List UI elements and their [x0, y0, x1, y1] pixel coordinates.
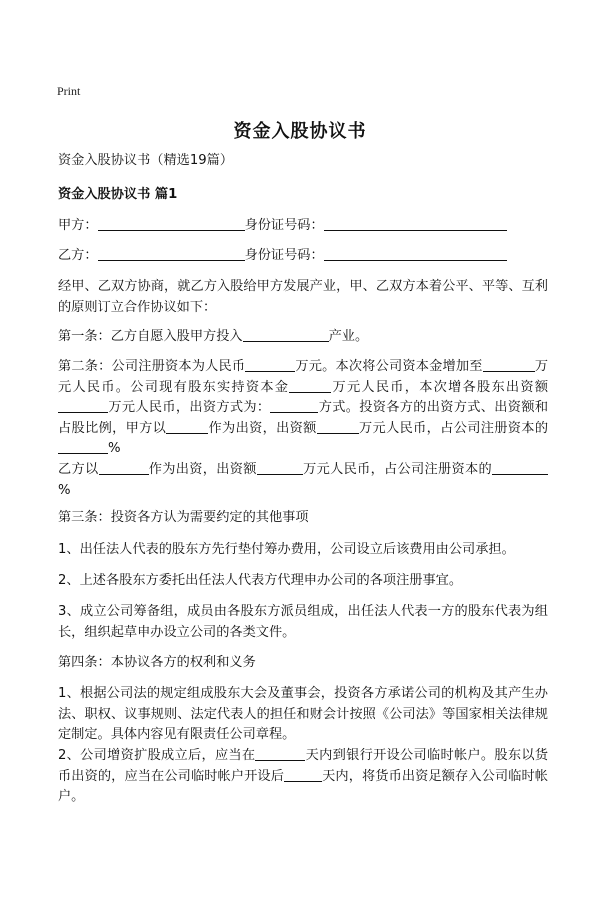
article-2-text: 第二条：公司注册资本为人民币 — [58, 359, 246, 374]
article-2b-text: % — [58, 482, 71, 498]
article-2-blank-6 — [166, 419, 208, 434]
document-title: 资金入股协议书 — [233, 121, 367, 142]
party-a-row — [58, 216, 507, 236]
article-2-text: 万元人民币，本次增各股东出资额 — [331, 379, 549, 395]
article-2-text: 万元人民币。公司现有股东实持资本金 — [58, 359, 549, 395]
document-subtitle: 资金入股协议书（精选19篇） — [58, 153, 234, 168]
article-4-item-2-text: 天内，将货币出资足额存入公司临时帐户。 — [58, 768, 548, 804]
article-2-text: 万元人民币，占公司注册资本的 — [358, 420, 549, 436]
article-4-item-2-text: 天内到银行开设公司临时帐户。股东以货币出资的，应当在公司临时帐户开设后 — [58, 748, 549, 784]
article-2b-blank-3 — [492, 460, 548, 475]
article-3-heading: 第三条：投资各方认为需要约定的其他事项 — [58, 510, 309, 525]
article-2-party-b — [58, 460, 548, 501]
article-2-blank-8 — [58, 439, 108, 454]
article-2-text: 作为出资，出资额 — [208, 420, 317, 436]
article-2 — [58, 357, 548, 460]
article-2-blank-1 — [245, 357, 295, 372]
article-2-text: 万元。本次将公司资本金增加至 — [295, 359, 483, 374]
article-1-suffix: 产业。 — [328, 329, 369, 344]
article-4-item-1: 1、根据公司法的规定组成股东大会及董事会，投资各方承诺公司的机构及其产生办法、职权、议事规则、法定代表人的担任和财会计按照《公司法》等国家相关法律规定制定。具体内容见有限责任公司章程。 — [58, 686, 548, 742]
article-1 — [58, 327, 368, 347]
party-a-blank — [98, 216, 245, 231]
intro-paragraph: 经甲、乙双方协商，就乙方入股给甲方发展产业，甲、乙双方本着公平、平等、互利的原则订立合作协议如下： — [58, 279, 548, 315]
party-b-id-label: 身份证号码： — [244, 248, 324, 263]
article-2-blank-3 — [289, 378, 331, 393]
article-2-blank-7 — [317, 419, 359, 434]
section-heading: 资金入股协议书 篇1 — [58, 187, 178, 202]
article-2-text: 万元人民币，出资方式为： — [108, 400, 271, 415]
article-3-item-2: 2、上述各股东方委托出任法人代表方代理申办公司的各项注册事宜。 — [58, 573, 463, 588]
article-2-blank-5 — [270, 398, 318, 413]
party-b-blank — [98, 246, 245, 261]
print-label: Print — [57, 84, 81, 98]
article-2b-text: 作为出资，出资额 — [148, 462, 257, 477]
party-b-row — [58, 246, 507, 266]
party-b-label: 乙方： — [58, 248, 98, 263]
article-2-blank-2 — [483, 357, 535, 372]
party-a-id-label: 身份证号码： — [244, 218, 324, 233]
article-1-text: 第一条：乙方自愿入股甲方投入 — [58, 329, 243, 344]
party-a-label: 甲方： — [58, 218, 98, 233]
article-4-item-2-blank-1 — [255, 746, 305, 761]
article-3-item-1: 1、出任法人代表的股东方先行垫付筹办费用，公司设立后该费用由公司承担。 — [58, 542, 515, 557]
article-2b-text: 乙方以 — [58, 462, 99, 477]
party-a-id-blank — [324, 216, 507, 231]
article-2b-blank-1 — [99, 460, 149, 475]
article-4-item-2-blank-2 — [284, 767, 322, 782]
article-2b-text: 万元人民币，占公司注册资本的 — [302, 462, 493, 477]
article-2b-blank-2 — [257, 460, 303, 475]
article-4-item-2 — [58, 746, 548, 808]
article-3-item-3: 3、成立公司筹备组，成员由各股东方派员组成，出任法人代表一方的股东代表为组长，组织起草申办设立公司的各类文件。 — [58, 604, 548, 640]
article-2-blank-4 — [58, 398, 108, 413]
article-2-text: 方式。投资各方的出资方式、出资额和占股比例，甲方以 — [58, 400, 549, 436]
article-2-text: % — [108, 441, 121, 456]
article-4-heading: 第四条：本协议各方的权利和义务 — [58, 655, 256, 670]
party-b-id-blank — [324, 246, 507, 261]
article-4-item-2-text: 2、公司增资扩股成立后，应当在 — [58, 748, 256, 763]
article-1-blank — [243, 327, 329, 342]
